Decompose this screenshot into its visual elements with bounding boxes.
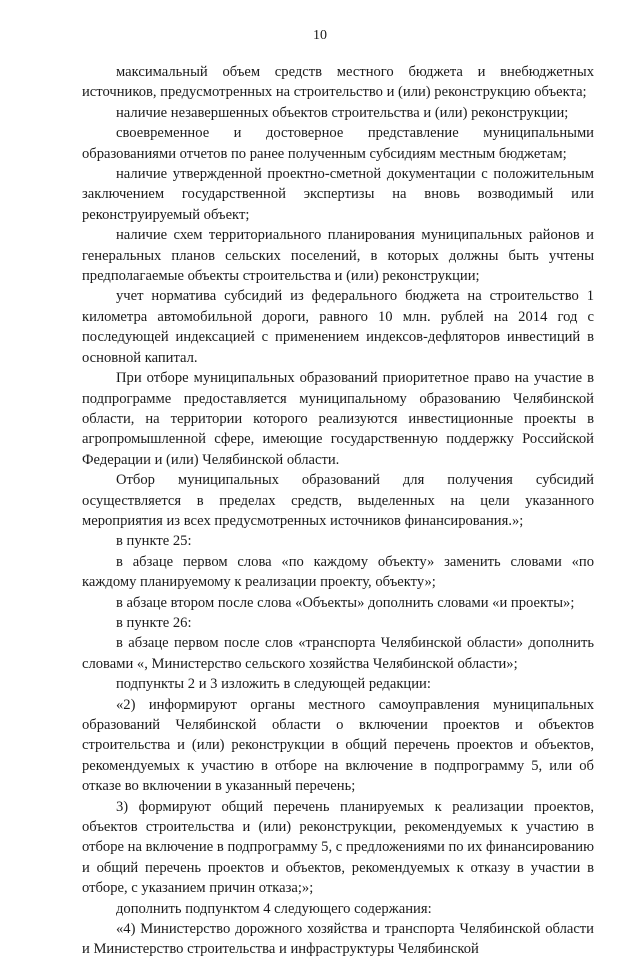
paragraph: подпункты 2 и 3 изложить в следующей редакции: xyxy=(116,676,431,693)
paragraph: Отбор муниципальных образований для получения субсидий осуществляется в пределах средств, выделенных на цели указанного мероприятия из всех предусмотренных источников финансирования.»; xyxy=(82,472,594,529)
paragraph: своевременное и достоверное представление муниципальными образованиями отчетов по ранее полученным субсидиям местным бюджетам; xyxy=(82,125,594,162)
page-number: 10 xyxy=(313,28,327,43)
document-body xyxy=(82,62,594,960)
paragraph: «2) информируют органы местного самоуправления муниципальных образований Челябинской области о включении проектов и объектов строительства и (или) реконструкции в общий перечень проектов и объектов, рекомендуемых к участию в отборе на включение в подпрограмму 5, или об отказе во включении в указанный перечень; xyxy=(82,696,594,795)
paragraph: наличие схем территориального планирования муниципальных районов и генеральных планов сельских поселений, в которых должны быть учтены предполагаемые объекты строительства и (или) реконструкции; xyxy=(82,227,594,285)
paragraph: наличие незавершенных объектов строительства и (или) реконструкции; xyxy=(116,104,569,121)
paragraph: дополнить подпунктом 4 следующего содержания: xyxy=(116,900,432,917)
paragraph: в пункте 25: xyxy=(116,533,192,550)
paragraph: в абзаце первом слова «по каждому объекту» заменить словами «по каждому планируемому к реализации проекту, объекту»; xyxy=(82,553,594,591)
paragraph: 3) формируют общий перечень планируемых к реализации проектов, объектов строительства и (или) реконструкции, рекомендуемых к участию в отборе на включение в подпрограмму 5, с предложениями по их финансированию и общий перечень проектов и объектов, рекомендуемых к отказу в участии в отборе, с указанием причин отказа;»; xyxy=(82,798,594,897)
paragraph: «4) Министерство дорожного хозяйства и транспорта Челябинской области и Министерство строительства и инфраструктуры Челябинской xyxy=(82,921,594,958)
paragraph: в абзаце первом после слов «транспорта Челябинской области» дополнить словами «, Министерство сельского хозяйства Челябинской области»; xyxy=(82,635,594,672)
paragraph: учет норматива субсидий из федерального бюджета на строительство 1 километра автомобильной дороги, равного 10 млн. рублей на 2014 год с последующей индексацией с применением индексов-дефляторов инвестиций в основной капитал. xyxy=(82,288,594,366)
paragraph: При отборе муниципальных образований приоритетное право на участие в подпрограмме предоставляется муниципальному образованию Челябинской области, на территории которого реализуются инвестиционные проекты в агропромышленной сфере, имеющие государственную поддержку Российской Федерации и (или) Челябинской области. xyxy=(82,370,594,468)
paragraph: наличие утвержденной проектно-сметной документации с положительным заключением государственной экспертизы на вновь возводимый или реконструируемый объект; xyxy=(82,166,594,223)
paragraph: в абзаце втором после слова «Объекты» дополнить словами «и проекты»; xyxy=(116,594,575,611)
paragraph: максимальный объем средств местного бюджета и внебюджетных источников, предусмотренных на строительство и (или) реконструкцию объекта; xyxy=(82,64,594,101)
paragraph: в пункте 26: xyxy=(116,614,192,631)
